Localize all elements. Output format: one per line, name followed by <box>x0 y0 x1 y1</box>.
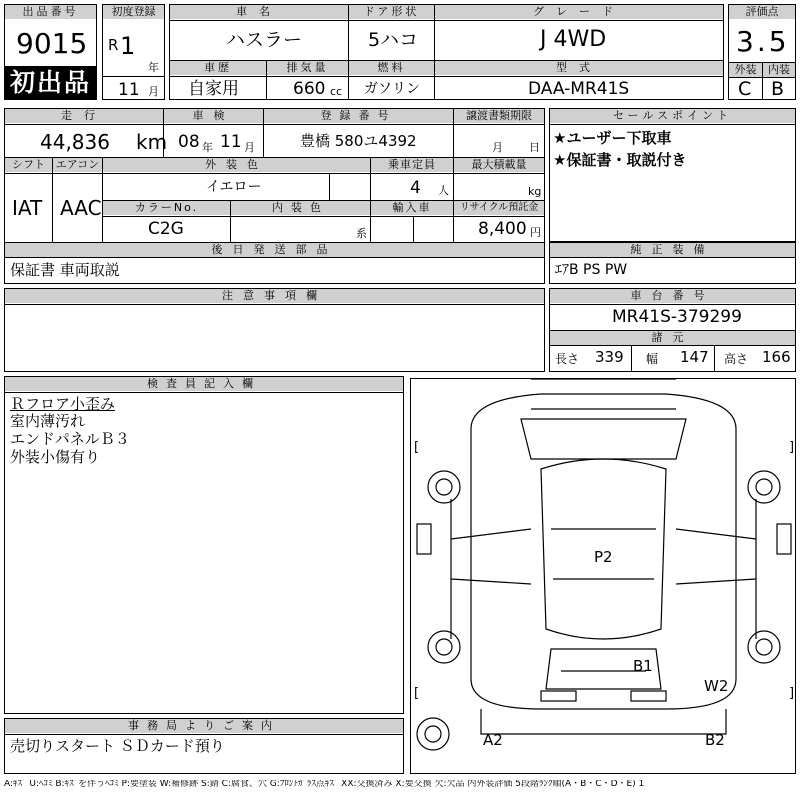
insp-year: 08 <box>178 132 200 152</box>
length-label: 長さ <box>555 352 580 366</box>
mileage-unit: km <box>136 130 168 154</box>
interior-color-label: 内装色 <box>231 201 370 215</box>
recycle-unit: 円 <box>530 226 541 239</box>
reg-number: 豊橋 580ユ4392 <box>300 132 417 150</box>
later-parts-label: 後日発送部品 <box>5 243 544 257</box>
interior-color-unit: 系 <box>356 227 367 240</box>
chassis-label: 車台番号 <box>550 289 795 303</box>
office-label: 事務局よりご案内 <box>5 719 403 733</box>
ext-label: 外装 <box>729 63 762 77</box>
car-diagram <box>410 378 796 774</box>
sales-item: ★ユーザー下取車 <box>553 129 672 147</box>
inspector-line: 室内薄汚れ <box>10 412 86 430</box>
first-listing-badge: 初出品 <box>5 66 96 99</box>
shift-label: シフト <box>5 158 52 172</box>
sales-label: セールスポイント <box>550 109 795 123</box>
model-label: 型式 <box>435 61 723 75</box>
capacity-label: 乗車定員 <box>371 158 453 172</box>
load-unit: kg <box>528 185 542 198</box>
inspector-line: エンドパネルＢ３ <box>10 430 130 448</box>
insp-month: 11 <box>220 132 242 152</box>
inspector-line: Ｒフロア小歪み <box>10 395 116 413</box>
exterior-color: イエロー <box>206 179 262 195</box>
recycle-label: リサイクル預託金 <box>454 201 544 215</box>
color-no: C2G <box>148 219 184 239</box>
insp-month-unit: 月 <box>244 141 255 154</box>
bracket-open: [ <box>414 440 420 455</box>
length: 339 <box>595 348 624 366</box>
displacement-unit: cc <box>330 85 343 98</box>
insp-year-unit: 年 <box>202 141 213 154</box>
fuel-label: 燃料 <box>349 61 434 75</box>
shift: IAT <box>12 196 43 220</box>
capacity-unit: 人 <box>438 184 449 197</box>
aircon: AAC <box>60 196 102 220</box>
damage-mark-w2: W2 <box>704 677 729 695</box>
import-label: 輸入車 <box>371 201 453 215</box>
damage-mark-b2: B2 <box>705 731 725 749</box>
int-grade: B <box>771 78 785 100</box>
height-label: 高さ <box>724 352 749 366</box>
ext-grade: C <box>738 78 752 100</box>
grade: J 4WD <box>540 27 607 52</box>
history-label: 車歴 <box>170 61 266 75</box>
car-name: ハスラー <box>226 29 303 51</box>
displacement: 660 <box>293 79 326 99</box>
equipment-label: 純正装備 <box>550 243 795 257</box>
transfer-day: 日 <box>529 141 540 154</box>
mileage-label: 走行 <box>5 109 163 123</box>
bracket-close: ] <box>789 440 795 455</box>
inspection-label: 車検 <box>164 109 263 123</box>
int-label: 内装 <box>763 63 795 77</box>
recycle-fee: 8,400 <box>478 219 527 239</box>
damage-mark-b1: B1 <box>633 657 653 675</box>
capacity: 4 <box>410 178 421 198</box>
reg-number-label: 登録番号 <box>264 109 453 123</box>
grade-label: グレード <box>435 5 723 19</box>
ac-label: エアコン <box>53 158 102 172</box>
later-parts: 保証書 車両取説 <box>10 261 120 279</box>
mileage: 44,836 <box>40 130 110 154</box>
legend: A:ｷｽﾞ U:ﾍｺﾐ B:ｷｽﾞを伴うﾍｺﾐ P:要塗装 W:補修跡 S:錆 C:腐食、穴 G:ﾌﾛﾝﾄｶﾞﾗｽ点ｷｽﾞ XX:交換済み X:要交換 欠:欠品 内外装評価 5段階ﾗﾝｸ順(A・B・C・D・E) 1 <box>4 780 645 789</box>
door-label: ドア形状 <box>349 5 434 19</box>
width-label: 幅 <box>646 352 659 366</box>
bracket-close: ] <box>789 686 795 701</box>
lot-label: 出品番号 <box>5 5 96 19</box>
car-diagram-svg <box>411 379 797 775</box>
transfer-label: 譲渡書類期限 <box>454 109 544 123</box>
equipment-value: ｴｱB PS PW <box>555 262 628 278</box>
reg-month: 11 <box>118 80 140 100</box>
notes-label: 注意事項欄 <box>5 289 544 303</box>
damage-mark-a2: A2 <box>483 731 503 749</box>
reg-year: 1 <box>120 32 136 60</box>
inspector-line: 外装小傷有り <box>10 448 101 466</box>
inspector-label: 検査員記入欄 <box>5 377 403 391</box>
model: DAA-MR41S <box>528 79 630 99</box>
dims-label: 諸元 <box>550 331 795 345</box>
door-shape: 5ハコ <box>368 29 419 51</box>
score-label: 評価点 <box>729 5 795 19</box>
damage-mark-p2: P2 <box>594 548 613 566</box>
car-history: 自家用 <box>188 79 239 99</box>
color-label: 外装色 <box>103 158 370 172</box>
office-note: 売切りスタート ＳＤカード預り <box>10 737 225 755</box>
height: 166 <box>762 348 791 366</box>
score: 3.5 <box>736 25 790 58</box>
car-name-label: 車名 <box>170 5 348 19</box>
load-label: 最大積載量 <box>454 158 544 172</box>
displacement-label: 排気量 <box>267 61 348 75</box>
reg-year-unit: 年 <box>148 61 159 74</box>
color-no-label: カラーNo. <box>103 201 230 215</box>
transfer-month: 月 <box>492 141 503 154</box>
fuel: ガソリン <box>364 81 420 97</box>
reg-month-unit: 月 <box>148 85 159 98</box>
bracket-open: [ <box>414 686 420 701</box>
first-reg-label: 初度登録 <box>103 5 164 19</box>
lot-number: 9015 <box>16 27 88 60</box>
sales-item: ★保証書・取説付き <box>553 151 687 169</box>
chassis-number: MR41S-379299 <box>612 307 742 327</box>
era: R <box>108 36 119 54</box>
width: 147 <box>680 348 709 366</box>
